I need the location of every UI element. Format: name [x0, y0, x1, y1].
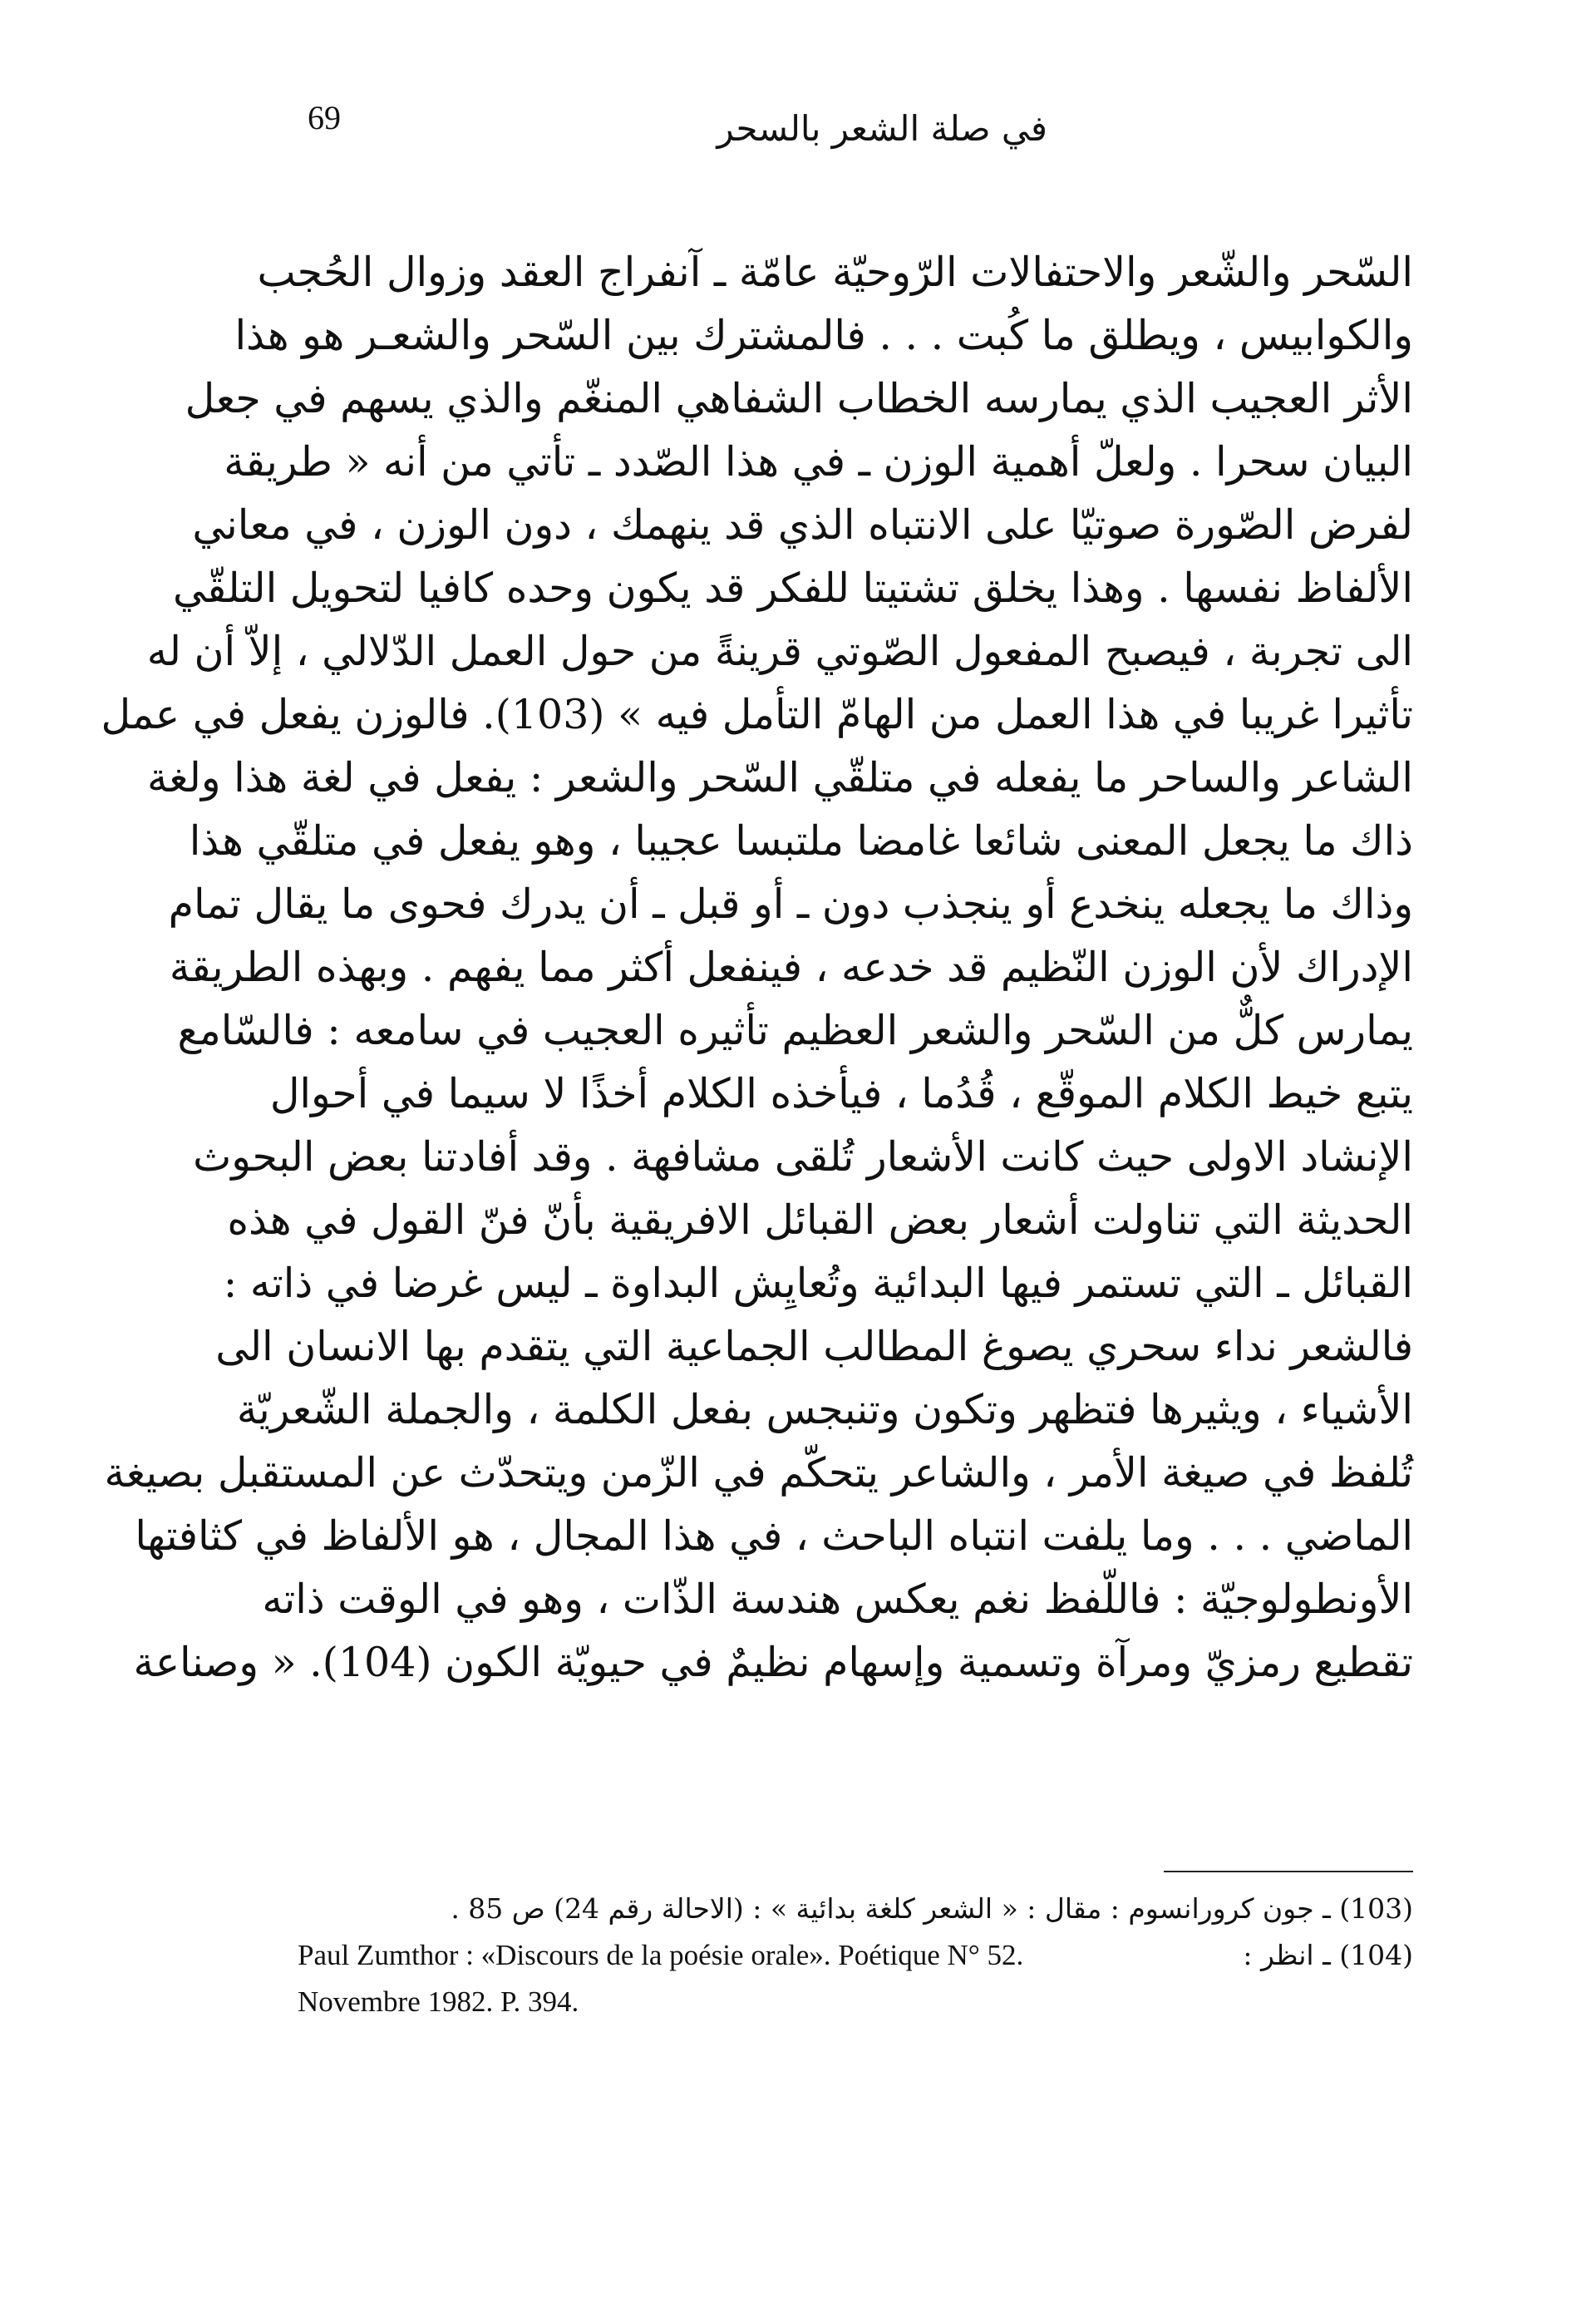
- text-line: الماضي . . . وما يلفت انتباه الباحث ، في هذا المجال ، هو الألفاظ في كثافتها: [135, 1512, 1413, 1560]
- text-line: وذاك ما يجعله ينخدع أو ينجذب دون ـ أو قبل ـ أن يدرك فحوى ما يقال تمام: [168, 880, 1413, 928]
- body-text: [101, 241, 1413, 1694]
- text-line: الشاعر والساحر ما يفعله في متلقّي السّحر والشعر : يفعل في لغة هذا ولغة: [147, 754, 1413, 801]
- text-line: يتبع خيط الكلام الموقّع ، قُدُما ، فيأخذه الكلام أخذًا لا سيما في أحوال: [269, 1070, 1413, 1117]
- text-line: البيان سحرا . ولعلّ أهمية الوزن ـ في هذا الصّدد ـ تأتي من أنه « طريقة: [224, 438, 1413, 486]
- text-line: الأشياء ، ويثيرها فتظهر وتكون وتنبجس بفعل الكلمة ، والجملة الشّعريّة: [236, 1386, 1413, 1433]
- text-line: القبائل ـ التي تستمر فيها البدائية وتُعايِش البداوة ـ ليس غرضا في ذاته :: [223, 1260, 1413, 1307]
- text-line: لفرض الصّورة صوتيّا على الانتباه الذي قد ينهمك ، دون الوزن ، في معاني: [192, 501, 1413, 549]
- text-line: تأثيرا غريبا في هذا العمل من الهامّ التأمل فيه » (103). فالوزن يفعل في عمل: [101, 691, 1413, 738]
- text-line: السّحر والشّعر والاحتفالات الرّوحيّة عامّة ـ آنفراج العقد وزوال الحُجب: [257, 249, 1413, 296]
- text-line: الأونطولوجيّة : فاللّفظ نغم يعكس هندسة الذّات ، وهو في الوقت ذاته: [262, 1576, 1413, 1623]
- footnote-104-label: (104) ـ انظر :: [1243, 1939, 1413, 1971]
- footnotes: [298, 1886, 1413, 2025]
- text-line: تقطيع رمزيّ ومرآة وتسمية وإسهام نظيمٌ في حيويّة الكون (104). « وصناعة: [133, 1639, 1413, 1686]
- text-line: والكوابيس ، ويطلق ما كُبت . . . فالمشترك بين السّحر والشعـر هو هذا: [234, 312, 1413, 359]
- text-line: الى تجربة ، فيصبح المفعول الصّوتي قرينةً من حول العمل الدّلالي ، إلاّ أن له: [146, 628, 1413, 675]
- page-number: 69: [308, 99, 341, 136]
- running-title: في صلة الشعر بالسحر: [717, 108, 1047, 149]
- text-line: الأثر العجيب الذي يمارسه الخطاب الشفاهي المنغّم والذي يسهم في جعل: [185, 375, 1413, 422]
- text-line: الألفاظ نفسها . وهذا يخلق تشتيتا للفكر قد يكون وحده كافيا لتحويل التلقّي: [173, 565, 1413, 612]
- text-line: الحديثة التي تناولت أشعار بعض القبائل الافريقية بأنّ فنّ القول في هذه: [227, 1196, 1413, 1244]
- footnote-104-reference: Paul Zumthor : «Discours de la poésie orale». Poétique N° 52.: [298, 1939, 1024, 1971]
- text-line: يمارس كلٌّ من السّحر والشعر العظيم تأثيره العجيب في سامعه : فالسّامع: [177, 1007, 1413, 1054]
- footnote-104: [298, 1932, 1413, 1979]
- text-line: الإنشاد الاولى حيث كانت الأشعار تُلقى مشافهة . وقد أفادتنا بعض البحوث: [193, 1133, 1413, 1181]
- footnote-104-continuation: Novembre 1982. P. 394.: [298, 1985, 579, 2018]
- text-line: تُلفظ في صيغة الأمر ، والشاعر يتحكّم في الزّمن ويتحدّث عن المستقبل بصيغة: [104, 1449, 1413, 1497]
- text-line: ذاك ما يجعل المعنى شائعا غامضا ملتبسا عجيبا ، وهو يفعل في متلقّي هذا: [189, 817, 1413, 865]
- footnote-103: (103) ـ جون كرورانسوم : مقال : « الشعر كلغة بدائية » : (الاحالة رقم 24) ص 85 .: [451, 1892, 1413, 1925]
- text-line: الإدراك لأن الوزن النّظيم قد خدعه ، فينفعل أكثر مما يفهم . وبهذه الطريقة: [169, 944, 1413, 991]
- footnote-divider: [1164, 1871, 1413, 1872]
- text-line: فالشعر نداء سحري يصوغ المطالب الجماعية التي يتقدم بها الانسان الى: [215, 1323, 1413, 1370]
